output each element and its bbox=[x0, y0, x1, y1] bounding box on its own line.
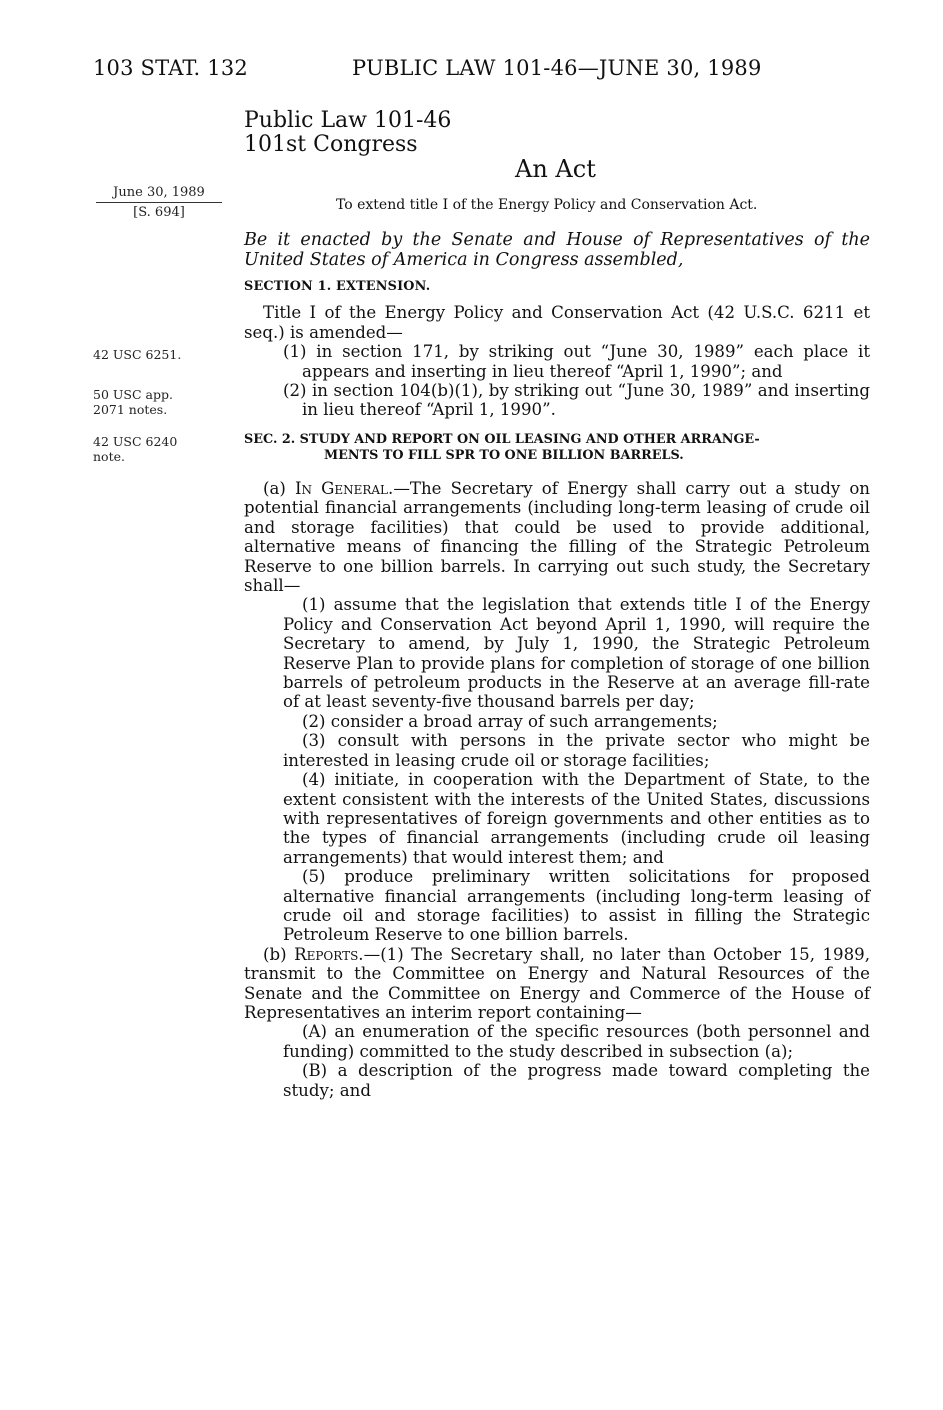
section-2-heading-line-1: SEC. 2. STUDY AND REPORT ON OIL LEASING AND OTHER ARRANGE- bbox=[244, 432, 760, 447]
enacting-clause bbox=[244, 230, 870, 270]
margin-note-3-line-2: note. bbox=[93, 449, 125, 464]
subsection-b-label: (b) bbox=[263, 944, 295, 964]
section-2-body bbox=[244, 479, 870, 1100]
margin-note-2-line-2: 2071 notes. bbox=[93, 402, 168, 417]
subsection-b-item-a: (A) an enumeration of the specific resources (both personnel and funding) committed to the study described in subsection (a); bbox=[283, 1022, 870, 1061]
subsection-b-caption: Reports. bbox=[294, 944, 364, 964]
section-1-item-2: (2) in section 104(b)(1), by striking out “June 30, 1989” and inserting in lieu thereof “April 1, 1990”. bbox=[283, 381, 870, 420]
subsection-a-item-1: (1) assume that the legislation that extends title I of the Energy Policy and Conservation Act beyond April 1, 1990, will require the Secretary to amend, by July 1, 1990, the Strategic Petroleum Reserve Plan to provide plans for completion of storage of one billion barrels of petroleum products in the Reserve at an average fill-rate of at least seventy-five thousand barrels per day; bbox=[283, 595, 870, 712]
section-1-item-1: (1) in section 171, by striking out “June 30, 1989” each place it appears and inserting in lieu thereof “April 1, 1990”; and bbox=[283, 342, 870, 381]
bill-number: [S. 694] bbox=[133, 205, 185, 220]
margin-note-1: 42 USC 6251. bbox=[93, 347, 182, 362]
subsection-a bbox=[244, 479, 870, 595]
margin-note-3 bbox=[93, 434, 177, 464]
enactment-date-note bbox=[96, 185, 222, 220]
subsection-b-text: —(1) The Secretary shall, no later than October 15, 1989, transmit to the Committee on Energy and Natural Resources of the Senate and the Committee on Energy and Commerce of the House of Representatives an interim report containing— bbox=[244, 944, 870, 1022]
section-2-heading-line-2: MENTS TO FILL SPR TO ONE BILLION BARRELS. bbox=[324, 448, 684, 463]
section-1-heading: SECTION 1. EXTENSION. bbox=[244, 279, 431, 294]
margin-note-2 bbox=[93, 387, 173, 417]
act-label: An Act bbox=[515, 155, 596, 183]
enactment-date: June 30, 1989 bbox=[113, 185, 205, 200]
subsection-a-item-2: (2) consider a broad array of such arrangements; bbox=[302, 711, 718, 731]
section-1-intro: Title I of the Energy Policy and Conservation Act (42 U.S.C. 6211 et seq.) is amended— bbox=[244, 303, 870, 342]
date-rule bbox=[96, 202, 222, 203]
subsection-a-text: —The Secretary of Energy shall carry out a study on potential financial arrangements (including long-term leasing of crude oil and storage facilities) that could be used to provide additional, alternative means of financing the filling of the Strategic Petroleum Reserve to one billion barrels. In carrying out such study, the Secretary shall— bbox=[244, 479, 870, 596]
section-2-heading bbox=[244, 432, 874, 464]
long-title: To extend title I of the Energy Policy and Conservation Act. bbox=[336, 197, 758, 213]
section-1 bbox=[244, 277, 870, 420]
margin-note-2-line-1: 50 USC app. bbox=[93, 387, 173, 402]
subsection-a-item-3: (3) consult with persons in the private sector who might be interested in leasing crude oil or storage facilities; bbox=[283, 731, 870, 770]
congress-label: 101st Congress bbox=[244, 132, 418, 157]
subsection-a-caption: In General. bbox=[294, 479, 394, 498]
stat-page-number: 103 STAT. 132 bbox=[93, 56, 248, 80]
subsection-b bbox=[244, 945, 870, 1023]
subsection-b-item-b: (B) a description of the progress made toward completing the study; and bbox=[283, 1061, 870, 1100]
subsection-a-label: (a) bbox=[263, 479, 295, 498]
enacting-clause-text: Be it enacted by the Senate and House of Representatives of the United States of America in Congress assembled, bbox=[244, 230, 870, 270]
margin-note-3-line-1: 42 USC 6240 bbox=[93, 434, 178, 449]
running-title: PUBLIC LAW 101-46—JUNE 30, 1989 bbox=[352, 56, 762, 80]
public-law-number: Public Law 101-46 bbox=[244, 108, 452, 133]
subsection-a-item-4: (4) initiate, in cooperation with the Department of State, to the extent consistent with the interests of the United States, discussions with representatives of foreign governments and other entities as to the types of financial arrangements (including crude oil leasing arrangements) that would interest them; and bbox=[283, 770, 870, 867]
subsection-a-item-5: (5) produce preliminary written solicitations for proposed alternative financial arrangements (including long-term leasing of crude oil and storage facilities) to assist in filling the Strategic Petroleum Reserve to one billion barrels. bbox=[283, 867, 870, 945]
